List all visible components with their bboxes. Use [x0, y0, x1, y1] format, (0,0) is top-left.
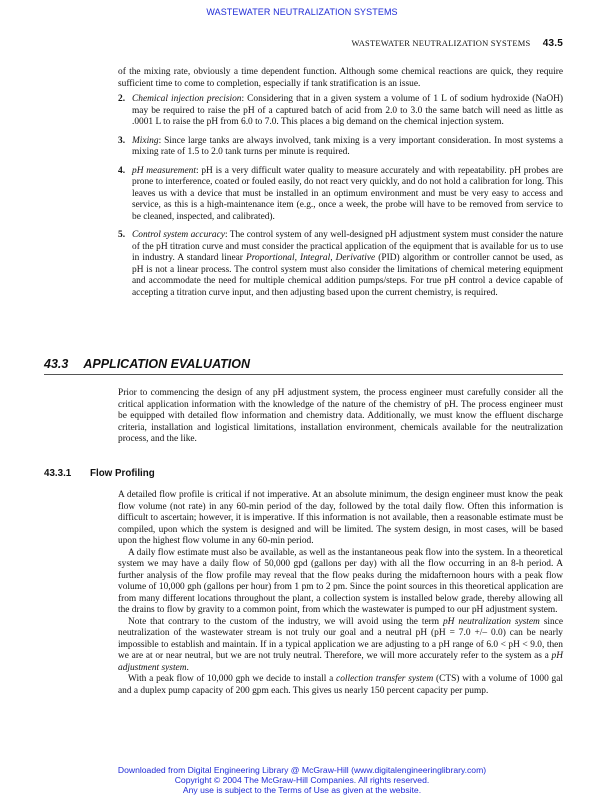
list-item-term: Mixing: [132, 135, 159, 146]
section-number: 43.3: [44, 357, 69, 371]
list-item-text: : The control system of any well-designed pH adjustment system must consider the nature of the pH titration curve and must consider the practical application of the equipment that is available for us to use in industry. A standard linear: [132, 230, 563, 263]
list-item-text: : pH is a very difficult water quality to measure accurately and with repeatability. pH probes are prone to interference, coated or fouled easily, do not react very quickly, and do not hold a calibration for long. This leaves us with a device that must be installed in an optimum environment and must be very easy to access and service, as this is a high-maintenance item (e.g., once a week, the probe will have to be removed from service to be cleaned, inspected, and calibrated).: [132, 165, 563, 222]
list-item-term-pid: Proportional, Integral, Derivative: [245, 253, 376, 263]
footer-copyright: Copyright © 2004 The McGraw-Hill Companies. All rights reserved.: [174, 775, 430, 785]
list-item: [118, 166, 563, 224]
paragraph: [118, 617, 563, 675]
continuation-paragraph: of the mixing rate, obviously a time dependent function. Although some chemical reactions are quick, they require sufficient time to come to completion, especially if tank stratification is an issue.: [118, 67, 563, 89]
italic-term: collection transfer system: [336, 674, 434, 684]
list-item: [118, 230, 563, 299]
paragraph: A daily flow estimate must also be available, as well as the instantaneous peak flow into the system. In a theoretical system we may have a daily flow of 50,000 gpd (gallons per day) with all the flow occurring in an 8-h period. A further analysis of the flow profile may reveal that the flow peaks during the midafternoon hours with a peak flow volume of 10,000 gph (gallons per hour) from 1 pm to 2 pm. Since the point sources in this theoretical application are from many different locations throughout the plant, a collection system is installed below grade, thereby allowing all the drains to flow by gravity to a common point, from which the wastewater is pumped to our pH adjustment system.: [118, 547, 563, 615]
subsection-title: Flow Profiling: [89, 468, 155, 479]
page-number: 43.5: [542, 38, 563, 49]
footer-download-link[interactable]: Downloaded from Digital Engineering Library @ McGraw-Hill (www.digitalengineeringlibrary.com): [117, 765, 487, 775]
italic-term: pH neutralization system: [442, 616, 540, 627]
list-item: [118, 94, 563, 129]
footer-terms: Any use is subject to the Terms of Use as given at the website.: [182, 785, 422, 795]
flow-profiling-body: [118, 490, 563, 697]
paragraph-text: (CTS) with a volume of 1000 gal and a duplex pump capacity of 200 gpm each. This gives us nearly 150 percent capacity per pump.: [118, 674, 563, 696]
section-intro-paragraph: Prior to commencing the design of any pH adjustment system, the process engineer must carefully consider all the critical application information with the knowledge of the nature of the chemistry of pH. The process engineer must be equipped with detailed flow information and chemistry data. Additionally, we must know the effluent discharge criteria, installation and logistical limitations, installation environment, chemicals available for the neutralization process, and the like.: [118, 388, 563, 444]
list-item-number: 5.: [118, 230, 126, 240]
italic-term: pH adjustment system: [118, 651, 563, 673]
paragraph-text: Note that contrary to the custom of the industry, we will avoid using the term: [128, 616, 443, 627]
list-item-text: : Considering that in a given system a volume of 1 L of sodium hydroxide (NaOH) may be required to raise the pH of a captured batch of acid from 2.0 to 3.0 the same batch will need as little as .0001 L to raise the pH from 6.0 to 7.0. This places a big demand on the chemical injection system.: [132, 94, 563, 127]
list-item-text: : Since large tanks are always involved, tank mixing is a very important consideration. In most systems a mixing rate of 1.5 to 2.0 tank turns per minute is required.: [132, 135, 563, 157]
numbered-list: [118, 94, 563, 306]
list-item-number: 2.: [118, 94, 126, 104]
section-heading: [44, 357, 563, 375]
subsection-number: 43.3.1: [44, 468, 72, 479]
paragraph: A detailed flow profile is critical if not imperative. At an absolute minimum, the design engineer must know the peak flow volume (not rate) in any 60-min period of the day, followed by the total daily flow. Often this information is difficult to ascertain; however, it is imperative. If this information is not available, then a reasonable estimate must be compiled, upon which the system is designed and will be limited. The system design, in most cases, will be based upon the highest flow volume in any 60-min period.: [118, 490, 563, 546]
paragraph-text: since neutralization of the wastewater stream is not truly our goal and a neutral pH (pH = 7.0 +/– 0.0) can be nearly impossible to establish and maintain. If in a typical application we are adjusting to a pH range of 6.0 < pH < 9.0, then we are at or near neutral, but we are not truly neutral. Therefore, we will more accurately refer to the system as a: [118, 616, 563, 661]
list-item-number: 4.: [118, 165, 126, 176]
list-item-term: pH measurement: [132, 165, 196, 176]
list-item-text: (PID) algorithm or controller cannot be used, as pH is not a linear process. The control system must also consider the limitations of chemical metering equipment and accommodate the need for multiple chemical addition pumps/steps. For true pH control a device capable of accepting a titration curve input, and then adjusting based upon the current chemistry, is required.: [132, 253, 564, 298]
top-banner: WASTEWATER NEUTRALIZATION SYSTEMS: [206, 7, 398, 17]
running-header-title: WASTEWATER NEUTRALIZATION SYSTEMS: [351, 38, 531, 48]
running-header: [330, 38, 563, 49]
list-item: [118, 136, 563, 159]
list-item-term: Control system accuracy: [132, 230, 225, 240]
section-title: APPLICATION EVALUATION: [83, 357, 251, 371]
paragraph-text: With a peak flow of 10,000 gph we decide to install a: [128, 674, 337, 684]
paragraph: [118, 674, 563, 697]
footer: [0, 765, 604, 795]
list-item-term: Chemical injection precision: [132, 94, 242, 104]
list-item-number: 3.: [118, 135, 126, 146]
paragraph-text: .: [186, 662, 189, 673]
subsection-heading: [44, 468, 155, 479]
